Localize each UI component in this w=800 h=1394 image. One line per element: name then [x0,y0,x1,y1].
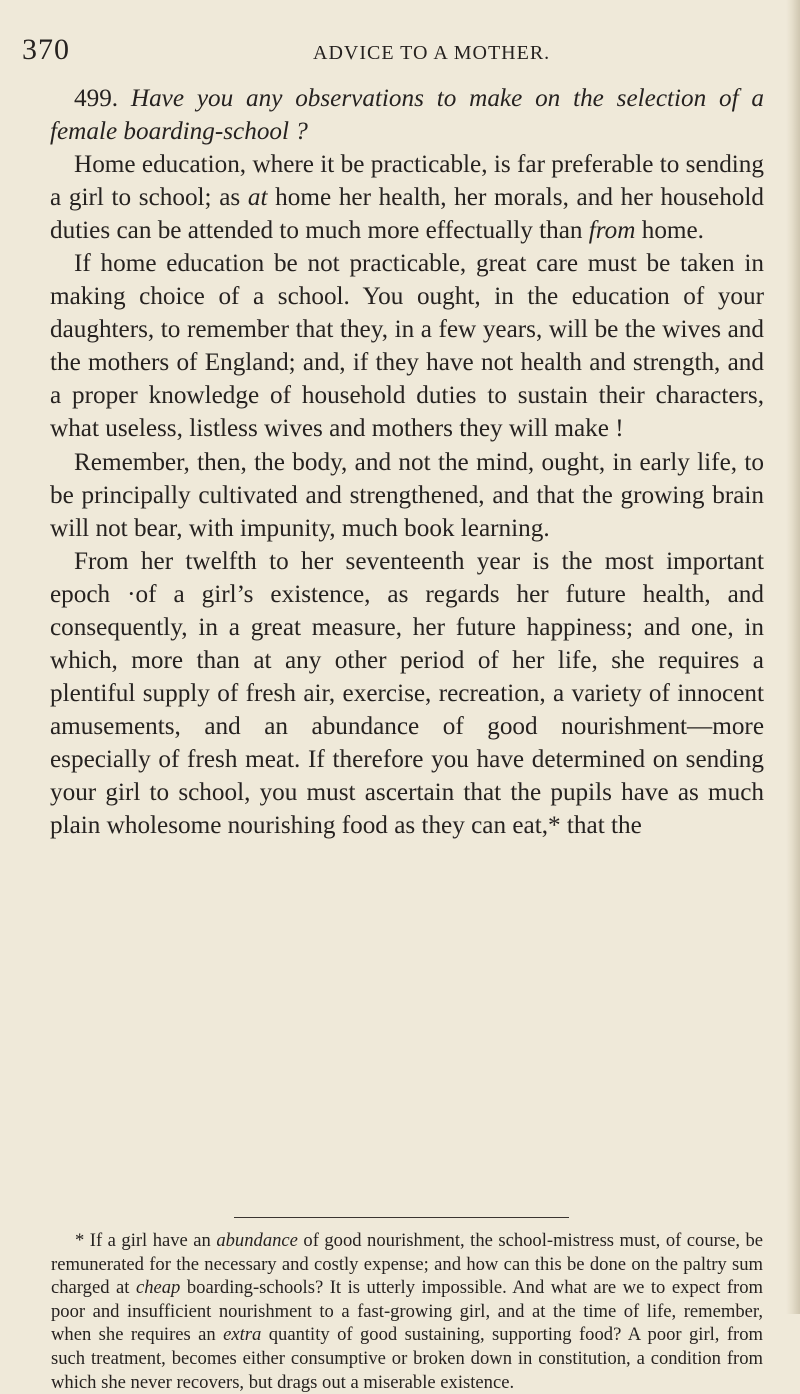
footnote [51,1229,763,1394]
footnote-segment: of good nourishment, the school-mistress must, of course, be remunerated for the necessary and costly expense; and how can this be done on the paltry sum charged at [51,1230,764,1299]
italic-word: extra [223,1324,262,1346]
page-number: 370 [22,33,70,66]
footnote-segment: boarding-schools? It is utterly impossible. And what are we to expect from poor and insufficient nourishment to a fast-growing girl, and at the time of life, remember, when she requires an [51,1277,763,1346]
paragraph: If home education be not practicable, great care must be taken in making choice of a school. You ought, in the education of your daughters, to remember that they, in a few years, will be the wives and the mothers of England; and, if they have not health and strength, and a proper knowledge of household duties to sustain their characters, what useless, listless wives and mothers they will make ! [50,250,764,443]
italic-word: from [588,217,636,245]
paragraph-text: home her health, her morals, and her household duties can be attended to much more effectually than [50,184,764,245]
italic-word: at [247,184,268,212]
footnote-segment: quantity of good sustaining, supporting food? A poor girl, from such treatment, becomes either consumptive or broken down in constitution, a condition from which she never recovers, but drags out a miserable existence. [51,1324,764,1393]
paragraph-text: home. [635,217,704,245]
footnote-rule [234,1217,569,1218]
paragraph: Remember, then, the body, and not the mind, ought, in early life, to be principally cultivated and strengthened, and that the growing brain will not bear, with impunity, much book learning. [50,448,764,542]
italic-word: cheap [135,1277,181,1299]
main-text [50,82,764,842]
italic-word: abundance [216,1230,298,1251]
question-heading [50,82,764,148]
page-edge-shadow [786,0,800,1314]
question-number: 499. [74,85,119,112]
running-head: ADVICE TO A MOTHER. [313,42,551,64]
paragraph: From her twelfth to her seventeenth year is the most important epoch ·of a girl’s existence, as regards her future health, and consequently, in a great measure, her future happiness; and one, in which, more than at any other period of her life, she requires a plentiful supply of fresh air, exercise, recreation, a variety of innocent amusements, and an abundance of good nourishment—more especially of fresh meat. If therefore you have determined on sending your girl to school, you must ascertain that the pupils have as much plain wholesome nourishing food as they can eat,* that the [50,547,764,840]
question-text: Have you any observations to make on the selection of a female boarding-school ? [50,85,764,146]
page-header [0,33,800,67]
footnote-segment: * If a girl have an [75,1230,217,1251]
footnote-text [51,1229,763,1394]
paragraph-text: Home education, where it be practicable, is far preferable to sending a girl to school; as [50,151,764,212]
paragraph [50,148,764,247]
